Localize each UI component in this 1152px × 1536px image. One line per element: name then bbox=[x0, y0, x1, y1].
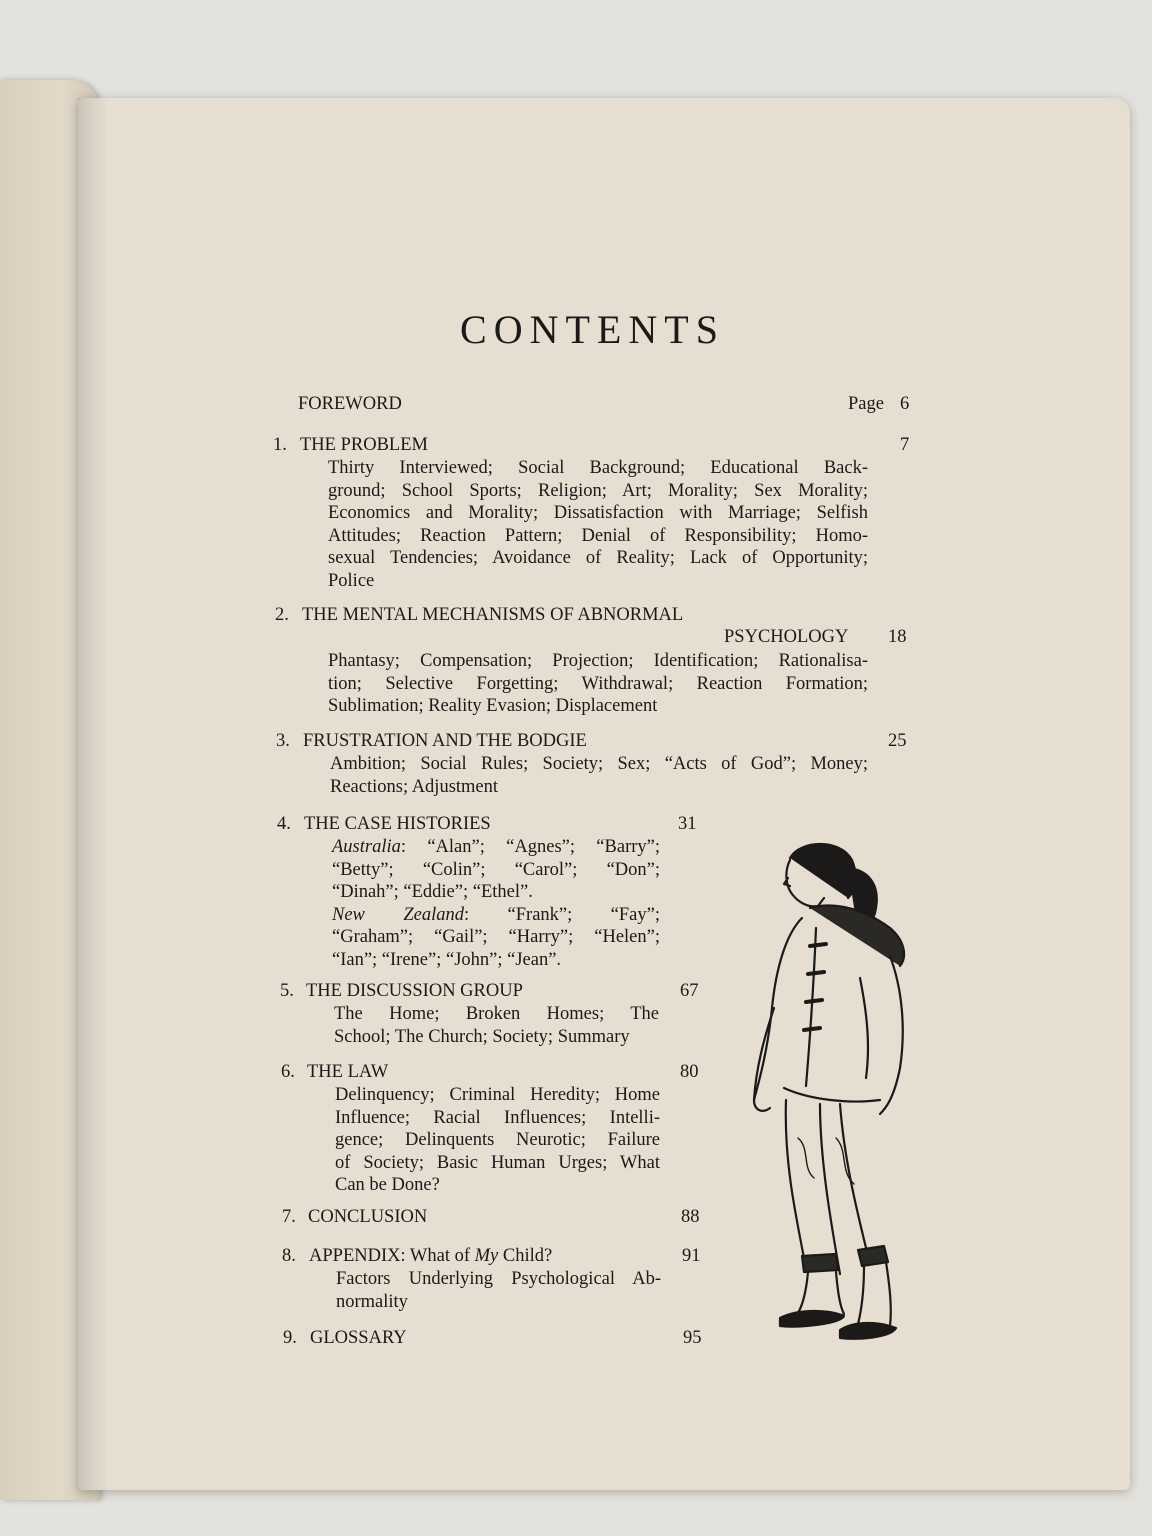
page-number-foreword: 6 bbox=[900, 394, 910, 414]
subtopic-line: ground; School Sports; Religion; Art; Morality; Sex Morality; bbox=[328, 480, 868, 501]
region-australia: Australia bbox=[332, 837, 401, 857]
toc-entry-mental-mechanisms-continued: PSYCHOLOGY bbox=[724, 627, 849, 647]
subtopic-line: Economics and Morality; Dissatisfaction with Marriage; Selfish bbox=[328, 503, 868, 523]
toc-entry-frustration: FRUSTRATION AND THE BODGIE bbox=[303, 731, 587, 751]
toc-number-3: 3. bbox=[276, 731, 290, 751]
page-number-case-histories: 31 bbox=[678, 814, 697, 834]
toc-subtopics-mental-mechanisms bbox=[328, 650, 868, 718]
subtopic-line: Police bbox=[328, 570, 375, 591]
subtopic-text: : “Alan”; “Agnes”; “Barry”; bbox=[400, 837, 660, 857]
appendix-title-italic: My bbox=[474, 1246, 499, 1266]
subtopic-line: Can be Done? bbox=[335, 1175, 440, 1195]
toc-entry-glossary: GLOSSARY bbox=[310, 1328, 407, 1348]
toc-number-6: 6. bbox=[281, 1062, 295, 1082]
toc-entry-discussion-group: THE DISCUSSION GROUP bbox=[306, 981, 523, 1001]
toc-number-2: 2. bbox=[275, 605, 289, 625]
subtopic-line: Delinquency; Criminal Heredity; Home bbox=[335, 1085, 660, 1105]
page-number-frustration: 25 bbox=[888, 731, 907, 751]
subtopic-line: Factors Underlying Psychological Ab- bbox=[336, 1269, 661, 1289]
page-number-appendix: 91 bbox=[682, 1246, 701, 1266]
subtopic-line: “Ian”; “Irene”; “John”; “Jean”. bbox=[332, 949, 562, 970]
subtopic-line bbox=[332, 836, 660, 859]
girl-in-duffle-coat-illustration bbox=[740, 838, 920, 1358]
toc-number-7: 7. bbox=[282, 1207, 296, 1227]
toc-entry-conclusion: CONCLUSION bbox=[308, 1207, 428, 1227]
region-new-zealand: New Zealand bbox=[332, 904, 464, 925]
toc-subtopics-appendix bbox=[336, 1268, 661, 1313]
toc-subtopics-the-law bbox=[335, 1084, 660, 1197]
subtopic-text: : “Frank”; “Fay”; bbox=[463, 904, 660, 925]
toc-subtopics-case-histories bbox=[332, 836, 660, 971]
subtopic-line: sexual Tendencies; Avoidance of Reality; Lack of Opportunity; bbox=[328, 548, 868, 568]
subtopic-line: Reactions; Adjustment bbox=[330, 776, 499, 797]
toc-number-4: 4. bbox=[277, 814, 291, 834]
subtopic-line: gence; Delinquents Neurotic; Failure bbox=[335, 1130, 660, 1150]
toc-entry-appendix bbox=[309, 1246, 552, 1267]
toc-entry-the-law: THE LAW bbox=[307, 1062, 389, 1082]
subtopic-line: The Home; Broken Homes; The bbox=[334, 1004, 659, 1024]
page-number-discussion-group: 67 bbox=[680, 981, 699, 1001]
subtopic-line bbox=[332, 904, 660, 927]
subtopic-line: “Dinah”; “Eddie”; “Ethel”. bbox=[332, 882, 533, 902]
page-number-the-law: 80 bbox=[680, 1062, 699, 1082]
toc-number-9: 9. bbox=[283, 1328, 297, 1348]
page-label: Page bbox=[848, 394, 884, 414]
toc-subtopics-frustration bbox=[330, 753, 868, 798]
toc-entry-the-problem: THE PROBLEM bbox=[300, 435, 428, 455]
toc-number-5: 5. bbox=[280, 981, 294, 1001]
appendix-title-text: : What of bbox=[400, 1246, 475, 1266]
subtopic-line: “Betty”; “Colin”; “Carol”; “Don”; bbox=[332, 859, 660, 880]
toc-subtopics-discussion-group bbox=[334, 1003, 659, 1048]
subtopic-line: normality bbox=[336, 1291, 408, 1312]
subtopic-line: Phantasy; Compensation; Projection; Identification; Rationalisa- bbox=[328, 651, 868, 671]
subtopic-line: Influence; Racial Influences; Intelli- bbox=[335, 1107, 660, 1128]
subtopic-line: tion; Selective Forgetting; Withdrawal; Reaction Formation; bbox=[328, 673, 868, 694]
toc-number-1: 1. bbox=[273, 435, 287, 455]
subtopic-line: of Society; Basic Human Urges; What bbox=[335, 1152, 660, 1173]
subtopic-line: Thirty Interviewed; Social Background; Educational Back- bbox=[328, 458, 868, 478]
appendix-title-text: Child? bbox=[498, 1246, 553, 1266]
page-number-mental-mechanisms: 18 bbox=[888, 627, 907, 647]
subtopic-line: Sublimation; Reality Evasion; Displacement bbox=[328, 696, 658, 716]
subtopic-line: Ambition; Social Rules; Society; Sex; “Acts of God”; Money; bbox=[330, 754, 868, 774]
subtopic-line: School; The Church; Society; Summary bbox=[334, 1026, 630, 1047]
page-number-glossary: 95 bbox=[683, 1328, 702, 1348]
toc-subtopics-the-problem bbox=[328, 457, 868, 592]
appendix-label: APPENDIX bbox=[309, 1246, 401, 1266]
toc-number-8: 8. bbox=[282, 1246, 296, 1266]
toc-entry-mental-mechanisms: THE MENTAL MECHANISMS OF ABNORMAL bbox=[302, 605, 684, 625]
page-number-conclusion: 88 bbox=[681, 1207, 700, 1227]
page-title: CONTENTS bbox=[460, 307, 725, 352]
toc-entry-case-histories: THE CASE HISTORIES bbox=[304, 814, 491, 834]
toc-entry-foreword: FOREWORD bbox=[298, 394, 402, 414]
subtopic-line: “Graham”; “Gail”; “Harry”; “Helen”; bbox=[332, 927, 660, 947]
page-number-the-problem: 7 bbox=[900, 435, 910, 455]
subtopic-line: Attitudes; Reaction Pattern; Denial of Responsibility; Homo- bbox=[328, 525, 868, 546]
